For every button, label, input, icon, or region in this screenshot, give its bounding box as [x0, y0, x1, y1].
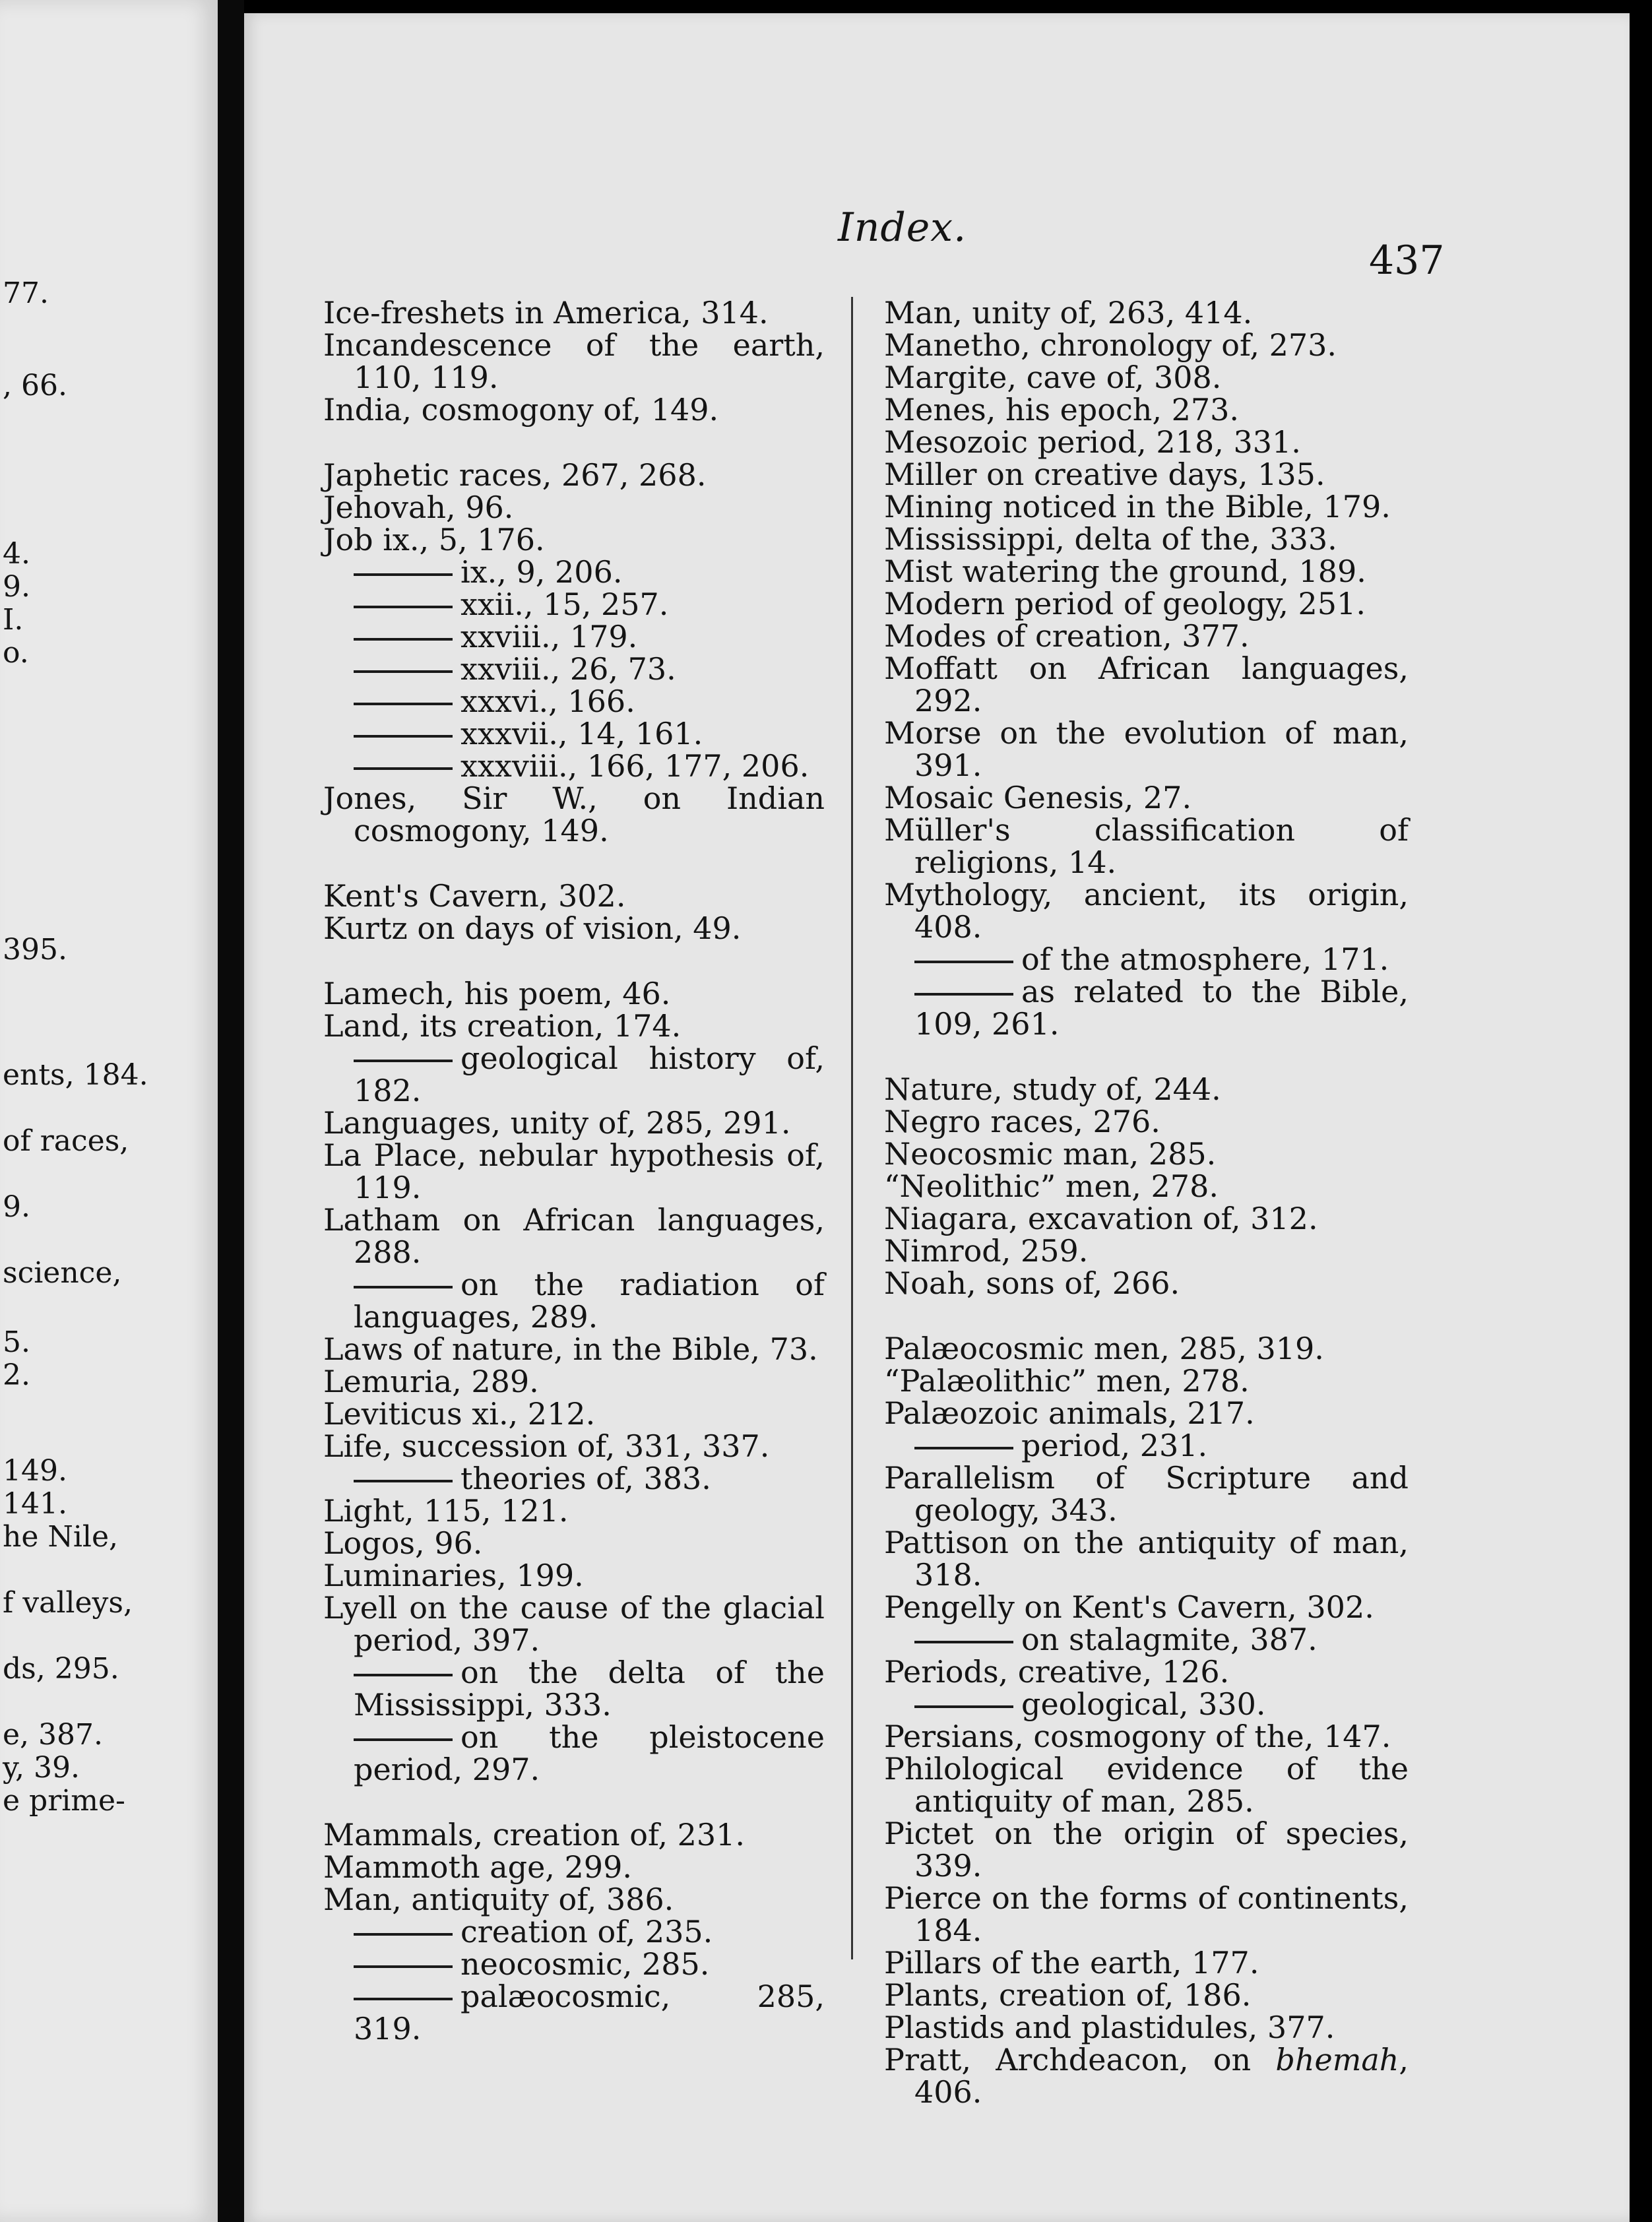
index-entry — [323, 394, 825, 426]
ditto-dash — [354, 1060, 453, 1062]
entry-text: Moffatt on African languages, 292. — [884, 651, 1409, 718]
ditto-dash — [354, 1998, 453, 2000]
index-entry — [323, 1204, 825, 1269]
entry-text: Kurtz on days of vision, 49. — [323, 910, 742, 946]
ditto-dash — [914, 1641, 1013, 1643]
entry-text: Nature, study of, 244. — [884, 1071, 1221, 1107]
index-entry — [884, 1235, 1409, 1267]
index-entry — [884, 2012, 1409, 2044]
index-entry — [323, 1430, 825, 1463]
page-number: 437 — [1369, 238, 1445, 284]
entry-text: Mesozoic period, 218, 331. — [884, 424, 1301, 460]
previous-page-fragment: 9. — [3, 570, 30, 604]
index-entry — [884, 1106, 1409, 1138]
ditto-dash — [354, 1738, 453, 1741]
entry-text: Mississippi, delta of the, 333. — [884, 521, 1337, 557]
entry-text: xxxvi., 166. — [461, 683, 635, 719]
entry-text: Pengelly on Kent's Cavern, 302. — [884, 1589, 1374, 1625]
index-entry — [884, 1979, 1409, 2012]
entry-text: Mosaic Genesis, 27. — [884, 780, 1192, 815]
entry-text: “Neolithic” men, 278. — [884, 1168, 1219, 1204]
entry-text: Pictet on the origin of species, 339. — [884, 1816, 1409, 1884]
previous-page-fragment: 2. — [3, 1358, 30, 1392]
book-gutter — [218, 0, 244, 2222]
index-entry — [323, 492, 825, 524]
entry-text: Jones, Sir W., on Indian cosmogony, 149. — [323, 780, 825, 848]
index-entry — [323, 459, 825, 492]
entry-text: Life, succession of, 331, 337. — [323, 1428, 770, 1464]
index-entry — [884, 1333, 1409, 1365]
index-entry — [884, 394, 1409, 426]
entry-text: La Place, nebular hypothesis of, 119. — [323, 1137, 825, 1205]
entry-text: on the delta of the Mississippi, 333. — [354, 1655, 825, 1723]
ditto-dash — [914, 1705, 1013, 1708]
previous-page-fragment: 5. — [3, 1325, 30, 1359]
section-gap — [884, 1300, 1409, 1333]
entry-italic-text: bhemah — [1275, 2042, 1399, 2078]
index-entry — [323, 1884, 825, 1916]
entry-text: Margite, cave of, 308. — [884, 360, 1222, 395]
index-column-right — [884, 297, 1409, 2109]
index-entry — [323, 329, 825, 394]
previous-page-fragment: science, — [3, 1256, 122, 1290]
previous-page-fragment: ds, 295. — [3, 1652, 119, 1686]
index-subentry — [884, 1688, 1409, 1721]
entry-text: Parallelism of Scripture and geology, 343. — [884, 1460, 1409, 1528]
entry-text: Ice-freshets in America, 314. — [323, 295, 769, 331]
index-entry — [884, 1267, 1409, 1300]
index-entry — [884, 782, 1409, 814]
index-entry — [884, 329, 1409, 362]
ditto-dash — [354, 573, 453, 576]
entry-text: on the pleistocene period, 297. — [354, 1719, 825, 1787]
entry-text: Philological evidence of the antiquity of man, 285. — [884, 1751, 1409, 1819]
section-gap — [323, 945, 825, 978]
index-entry — [884, 620, 1409, 652]
ditto-dash — [914, 1447, 1013, 1449]
entry-text: Palæocosmic men, 285, 319. — [884, 1331, 1324, 1366]
previous-page-fragment: he Nile, — [3, 1520, 119, 1554]
index-entry — [323, 912, 825, 945]
entry-text: Manetho, chronology of, 273. — [884, 327, 1337, 363]
entry-text: Neocosmic man, 285. — [884, 1136, 1217, 1172]
entry-text: Pillars of the earth, 177. — [884, 1945, 1259, 1981]
entry-text: Menes, his epoch, 273. — [884, 392, 1240, 428]
entry-text: Land, its creation, 174. — [323, 1008, 682, 1044]
index-entry — [884, 362, 1409, 394]
index-entry — [884, 1527, 1409, 1591]
entry-text: xxxviii., 166, 177, 206. — [461, 748, 810, 784]
index-subentry — [323, 1948, 825, 1981]
index-column-left — [323, 297, 825, 2045]
entry-text: Niagara, excavation of, 312. — [884, 1201, 1318, 1236]
index-entry — [884, 459, 1409, 491]
index-subentry — [323, 1269, 825, 1333]
index-entry — [323, 1527, 825, 1560]
index-entry — [884, 556, 1409, 588]
index-entry — [323, 1495, 825, 1527]
entry-text: Plants, creation of, 186. — [884, 1977, 1252, 2013]
index-entry — [884, 2044, 1409, 2109]
entry-text: palæocosmic, 285, 319. — [354, 1979, 825, 2047]
index-subentry — [884, 1624, 1409, 1656]
entry-text: Logos, 96. — [323, 1525, 483, 1561]
previous-page-fragment: 77. — [3, 276, 49, 310]
index-subentry — [323, 750, 825, 782]
index-entry — [323, 1107, 825, 1139]
index-entry — [884, 426, 1409, 459]
index-subentry — [884, 1430, 1409, 1462]
entry-text: “Palæolithic” men, 278. — [884, 1363, 1250, 1399]
entry-text: Palæozoic animals, 217. — [884, 1395, 1255, 1431]
index-subentry — [323, 621, 825, 653]
ditto-dash — [354, 735, 453, 738]
index-entry — [884, 879, 1409, 943]
index-subentry — [323, 1042, 825, 1107]
previous-page-fragment: , 66. — [3, 369, 67, 402]
index-entry — [884, 1138, 1409, 1170]
index-subentry — [323, 1657, 825, 1721]
index-subentry — [323, 588, 825, 621]
entry-text: Mammoth age, 299. — [323, 1849, 632, 1885]
index-entry — [323, 978, 825, 1010]
entry-text: as related to the Bible, 109, 261. — [914, 974, 1409, 1042]
running-header: Index. — [838, 205, 967, 251]
index-entry — [884, 1591, 1409, 1624]
index-subentry — [323, 1981, 825, 2045]
entry-text: neocosmic, 285. — [461, 1946, 710, 1982]
index-entry — [323, 1010, 825, 1042]
index-entry — [884, 1462, 1409, 1527]
index-entry — [323, 782, 825, 847]
entry-text: Lyell on the cause of the glacial period, 397. — [323, 1590, 825, 1658]
entry-text: Mythology, ancient, its origin, 408. — [884, 877, 1409, 945]
previous-page-fragment: 395. — [3, 933, 67, 967]
index-entry — [323, 1560, 825, 1592]
entry-text: Lamech, his poem, 46. — [323, 976, 671, 1011]
ditto-dash — [354, 1674, 453, 1676]
entry-text: Noah, sons of, 266. — [884, 1265, 1180, 1301]
entry-text: Pratt, Archdeacon, on — [884, 2042, 1276, 2078]
index-entry — [884, 1203, 1409, 1235]
entry-text: Light, 115, 121. — [323, 1493, 569, 1529]
entry-text: Miller on creative days, 135. — [884, 457, 1325, 492]
entry-text: Jehovah, 96. — [323, 490, 514, 525]
previous-page — [0, 0, 218, 2222]
index-entry — [884, 717, 1409, 782]
index-subentry — [884, 976, 1409, 1040]
entry-text: Latham on African languages, 288. — [323, 1202, 825, 1270]
entry-text: on stalagmite, 387. — [1021, 1622, 1318, 1657]
entry-text: on the radiation of languages, 289. — [354, 1267, 825, 1335]
previous-page-fragment: y, 39. — [3, 1751, 80, 1785]
section-gap — [323, 847, 825, 880]
index-subentry — [323, 685, 825, 718]
entry-text: Mining noticed in the Bible, 179. — [884, 489, 1391, 524]
entry-text: Laws of nature, in the Bible, 73. — [323, 1331, 818, 1367]
index-entry — [884, 1397, 1409, 1430]
entry-text: Kent's Cavern, 302. — [323, 878, 626, 914]
ditto-dash — [354, 1286, 453, 1288]
previous-page-fragment: I. — [3, 603, 24, 637]
entry-text: Nimrod, 259. — [884, 1233, 1089, 1269]
index-entry — [323, 524, 825, 556]
entry-text: Pierce on the forms of continents, 184. — [884, 1880, 1409, 1948]
entry-text: creation of, 235. — [461, 1914, 713, 1950]
ditto-dash — [354, 1933, 453, 1936]
entry-text: Japhetic races, 267, 268. — [323, 457, 707, 493]
entry-text: Persians, cosmogony of the, 147. — [884, 1719, 1391, 1754]
previous-page-fragment: 4. — [3, 537, 30, 571]
entry-text: Mammals, creation of, 231. — [323, 1817, 746, 1853]
index-entry — [884, 652, 1409, 717]
index-subentry — [323, 1721, 825, 1786]
index-subentry — [323, 653, 825, 685]
entry-text: of the atmosphere, 171. — [1021, 941, 1389, 977]
ditto-dash — [354, 638, 453, 641]
index-entry — [323, 1398, 825, 1430]
previous-page-fragment: 149. — [3, 1454, 67, 1488]
entry-text: geological, 330. — [1021, 1686, 1266, 1722]
entry-text: Man, antiquity of, 386. — [323, 1882, 674, 1917]
entry-text: Pattison on the antiquity of man, 318. — [884, 1525, 1409, 1593]
index-entry — [884, 1818, 1409, 1882]
entry-text: Languages, unity of, 285, 291. — [323, 1105, 791, 1141]
index-subentry — [323, 1916, 825, 1948]
entry-text: xxii., 15, 257. — [461, 587, 669, 622]
index-entry — [323, 1819, 825, 1851]
index-entry — [884, 588, 1409, 620]
index-entry — [884, 297, 1409, 329]
entry-text: Periods, creative, 126. — [884, 1654, 1230, 1690]
entry-text: Job ix., 5, 176. — [323, 522, 545, 557]
index-entry — [884, 1170, 1409, 1203]
entry-text: India, cosmogony of, 149. — [323, 392, 719, 428]
index-entry — [884, 1656, 1409, 1688]
ditto-dash — [354, 670, 453, 673]
previous-page-fragment: of races, — [3, 1124, 129, 1158]
ditto-dash — [354, 767, 453, 770]
previous-page-fragment: e, 387. — [3, 1718, 103, 1752]
index-entry — [323, 297, 825, 329]
index-entry — [884, 1365, 1409, 1397]
ditto-dash — [914, 961, 1013, 963]
index-entry — [884, 1882, 1409, 1947]
entry-text: geological history of, 182. — [354, 1040, 825, 1108]
index-entry — [323, 1592, 825, 1657]
index-entry — [323, 1139, 825, 1204]
ditto-dash — [354, 1965, 453, 1968]
index-entry — [323, 1366, 825, 1398]
index-entry — [323, 1851, 825, 1884]
column-divider — [851, 297, 853, 1959]
entry-text: xxviii., 26, 73. — [461, 651, 676, 687]
ditto-dash — [354, 703, 453, 705]
previous-page-fragment: f valleys, — [3, 1586, 133, 1620]
index-subentry — [323, 556, 825, 588]
entry-text: Man, unity of, 263, 414. — [884, 295, 1253, 331]
entry-text: Mist watering the ground, 189. — [884, 554, 1366, 589]
index-entry — [884, 814, 1409, 879]
previous-page-fragment: e prime- — [3, 1784, 125, 1818]
index-entry — [323, 1333, 825, 1366]
entry-text-suffix: , 406. — [914, 2042, 1409, 2110]
entry-text: Plastids and plastidules, 377. — [884, 2010, 1335, 2045]
previous-page-fragment: 141. — [3, 1487, 67, 1521]
index-subentry — [323, 1463, 825, 1495]
entry-text: theories of, 383. — [461, 1461, 711, 1496]
index-entry — [884, 523, 1409, 556]
section-gap — [323, 426, 825, 459]
index-page — [244, 13, 1630, 2222]
previous-page-fragment: o. — [3, 636, 29, 670]
entry-text: Negro races, 276. — [884, 1104, 1160, 1139]
entry-text: Morse on the evolution of man, 391. — [884, 715, 1409, 783]
index-entry — [323, 880, 825, 912]
entry-text: Leviticus xi., 212. — [323, 1396, 596, 1432]
entry-text: Müller's classification of religions, 14. — [884, 812, 1409, 880]
previous-page-fragment: 9. — [3, 1190, 30, 1224]
ditto-dash — [914, 993, 1013, 996]
index-entry — [884, 1073, 1409, 1106]
entry-text: xxviii., 179. — [461, 619, 638, 654]
index-subentry — [884, 943, 1409, 976]
index-subentry — [323, 718, 825, 750]
ditto-dash — [354, 1480, 453, 1482]
entry-text: period, 231. — [1021, 1428, 1208, 1463]
index-entry — [884, 1947, 1409, 1979]
section-gap — [323, 1786, 825, 1819]
entry-text: ix., 9, 206. — [461, 554, 623, 590]
entry-text: Modern period of geology, 251. — [884, 586, 1366, 621]
entry-text: Modes of creation, 377. — [884, 618, 1250, 654]
entry-text: xxxvii., 14, 161. — [461, 716, 703, 751]
entry-text: Luminaries, 199. — [323, 1558, 584, 1593]
index-entry — [884, 1753, 1409, 1818]
index-entry — [884, 491, 1409, 523]
entry-text: Incandescence of the earth, 110, 119. — [323, 327, 825, 395]
section-gap — [884, 1040, 1409, 1073]
index-entry — [884, 1721, 1409, 1753]
previous-page-fragment: ents, 184. — [3, 1058, 148, 1092]
entry-text: Lemuria, 289. — [323, 1364, 539, 1399]
ditto-dash — [354, 606, 453, 608]
